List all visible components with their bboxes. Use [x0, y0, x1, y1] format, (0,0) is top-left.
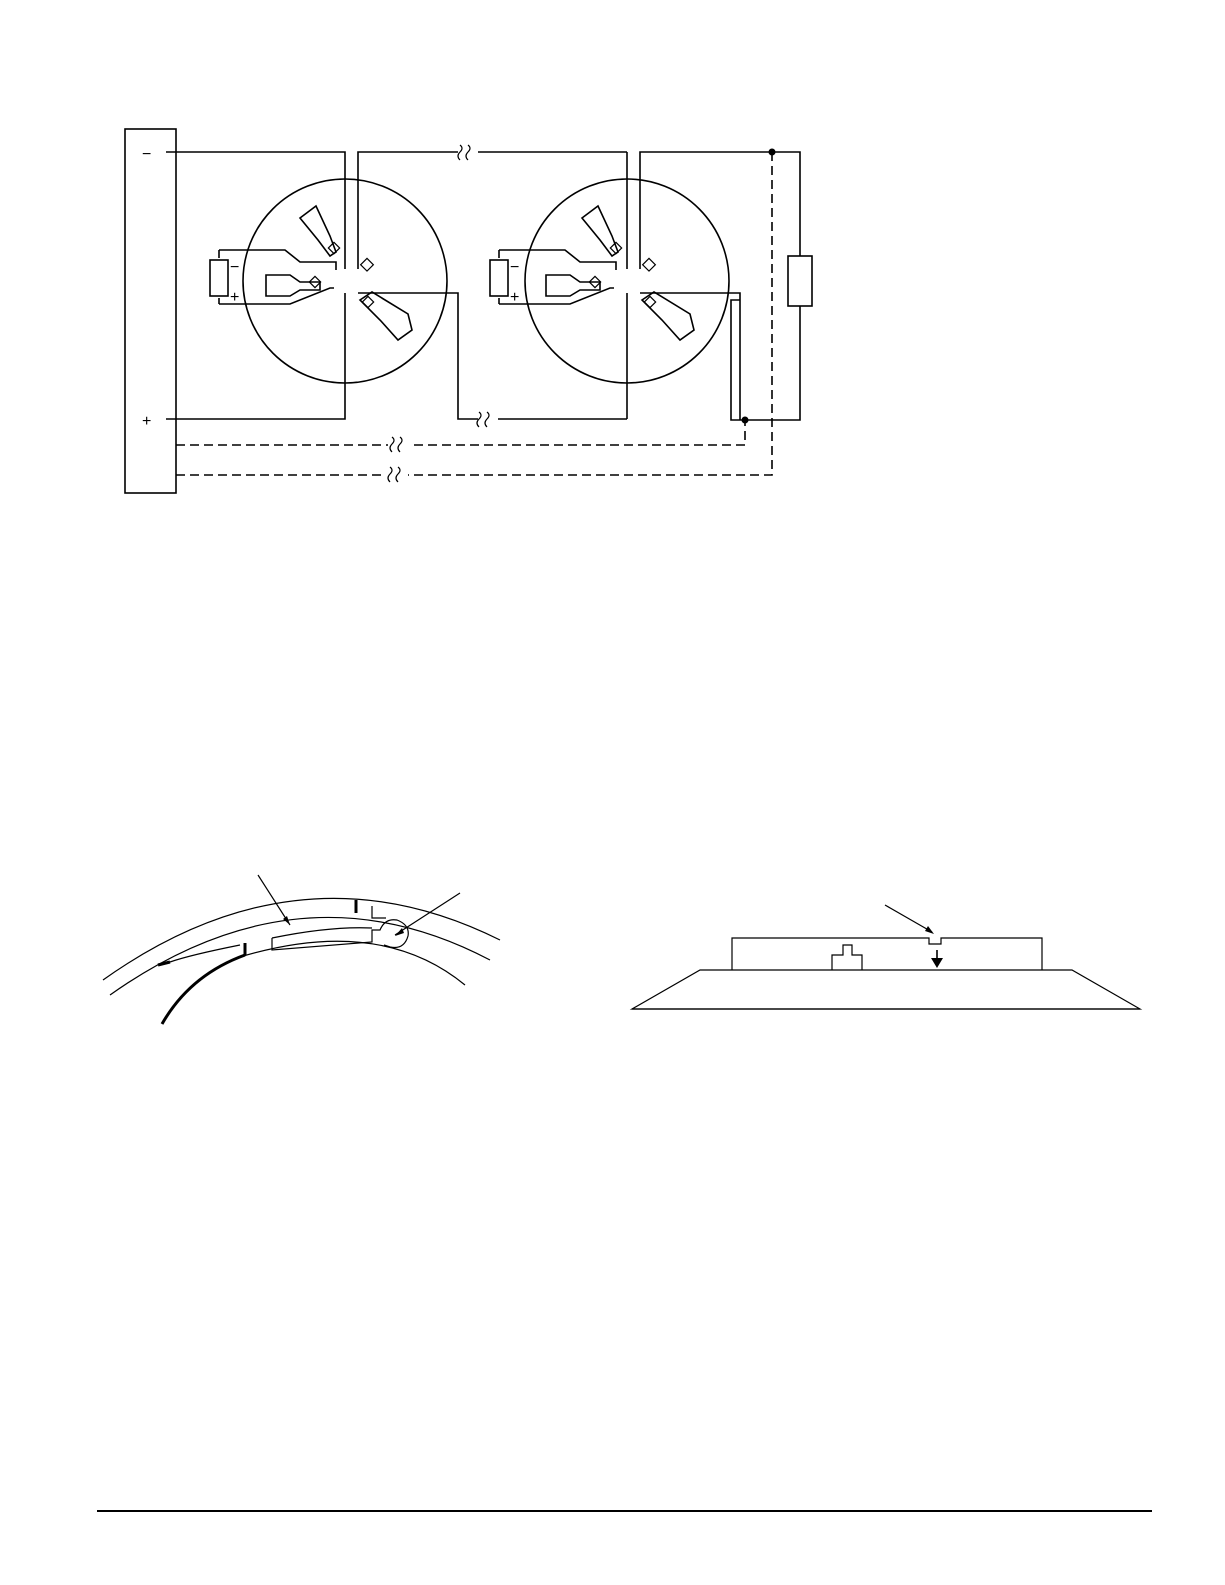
leader-line-right: [395, 893, 460, 935]
screw-terminal-icon: [361, 258, 374, 271]
double-s-break-icon: [388, 436, 410, 454]
wire-negative-out: [640, 152, 800, 269]
detector-head: [732, 938, 1042, 970]
ring-outer-arc: [103, 898, 500, 980]
double-s-break-icon: [386, 466, 408, 484]
base-2-resistor-positive: +: [510, 289, 520, 306]
base-1-resistor-positive: +: [230, 289, 240, 306]
down-arrow-icon: [395, 928, 404, 936]
ring-second-arc: [110, 917, 490, 995]
down-arrow-icon: [931, 958, 943, 968]
double-s-break-icon: [458, 145, 470, 160]
ring-tab-slot: [272, 920, 408, 950]
panel-negative-label: −: [142, 146, 152, 163]
base-2-resistor: [490, 260, 508, 296]
leader-line-profile: [885, 905, 932, 932]
screw-terminal-icon: [643, 258, 656, 271]
dashed-return-1: [176, 420, 745, 445]
footer-rule: [97, 1510, 1152, 1512]
wire-positive-in: [166, 293, 345, 419]
wiring-diagram: [0, 0, 1225, 520]
double-s-break-icon: [477, 412, 489, 427]
base-1-resistor: [210, 260, 228, 296]
leader-line-left: [258, 875, 290, 925]
ring-inner-arc: [240, 941, 465, 985]
end-of-line-resistor: [788, 256, 812, 306]
base-2-resistor-negative: −: [510, 259, 520, 276]
key-tab: [832, 945, 862, 970]
wire-positive-link: [358, 293, 478, 419]
base-1-internals: [210, 206, 412, 340]
panel-positive-label: +: [142, 413, 152, 430]
base-2-internals: [490, 206, 694, 340]
ring-bold-edge: [162, 955, 245, 1024]
control-panel: [125, 129, 176, 493]
base-1-resistor-negative: −: [230, 259, 240, 276]
dashed-return-2: [176, 152, 772, 475]
base-trapezoid: [632, 970, 1140, 1009]
